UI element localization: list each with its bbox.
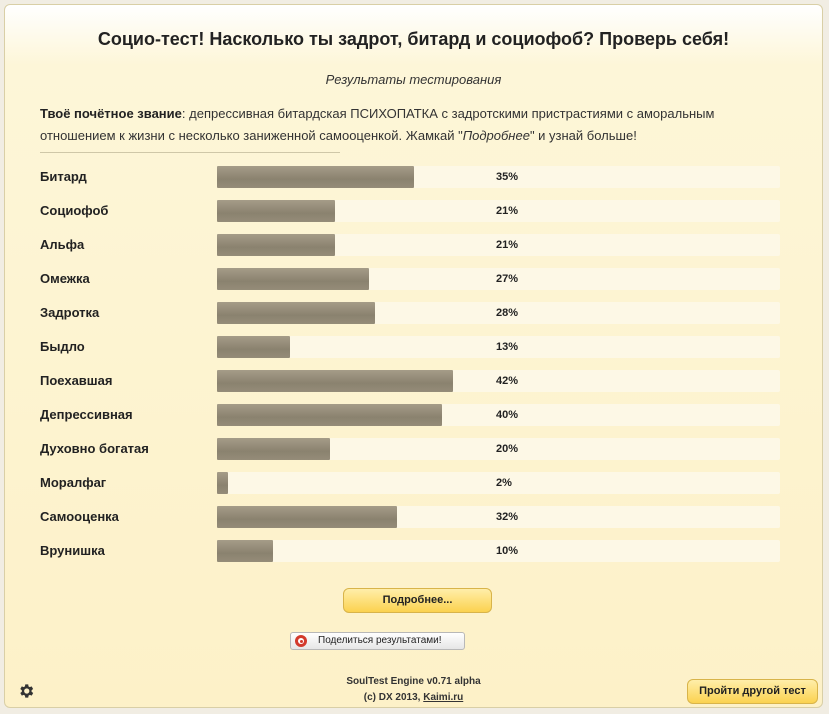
result-bar-fill: [217, 302, 375, 324]
result-row: [40, 540, 785, 562]
share-results-label: Поделиться результатами!: [318, 635, 442, 646]
result-label: Депрессивная: [40, 407, 133, 422]
share-results-button[interactable]: [290, 632, 465, 650]
result-row: [40, 506, 785, 528]
result-bar-fill: [217, 472, 228, 494]
result-label: Битард: [40, 169, 87, 184]
result-bar-fill: [217, 438, 330, 460]
result-label: Духовно богатая: [40, 441, 149, 456]
result-label: Самооценка: [40, 509, 119, 524]
result-bar-fill: [217, 370, 453, 392]
result-percent: 10%: [496, 545, 519, 557]
result-row: [40, 336, 785, 358]
result-row: [40, 438, 785, 460]
result-label: Омежка: [40, 271, 90, 286]
result-percent: 28%: [496, 307, 519, 319]
result-row: [40, 234, 785, 256]
result-percent: 35%: [496, 171, 519, 183]
result-percent: 13%: [496, 341, 519, 353]
result-bar-fill: [217, 268, 369, 290]
result-label: Альфа: [40, 237, 85, 252]
rank-text-before: депрессивная битардская ПСИХОПАТКА с задротскими пристрастиями с аморальным отношением к жизни с несколько заниженной самооценкой. Жамкай ": [40, 106, 715, 143]
result-label: Врунишка: [40, 543, 105, 558]
result-percent: 21%: [496, 239, 519, 251]
result-percent: 2%: [496, 477, 512, 489]
result-percent: 20%: [496, 443, 519, 455]
other-test-button[interactable]: Пройти другой тест: [687, 679, 818, 704]
kaimi-link[interactable]: Kaimi.ru: [423, 692, 464, 703]
result-row: [40, 370, 785, 392]
result-percent: 32%: [496, 511, 519, 523]
result-percent: 40%: [496, 409, 519, 421]
more-button[interactable]: Подробнее...: [343, 588, 492, 613]
result-percent: 42%: [496, 375, 519, 387]
rank-divider: [40, 152, 340, 153]
result-row: [40, 472, 785, 494]
result-label: Моралфаг: [40, 475, 107, 490]
result-row: [40, 166, 785, 188]
result-bar-fill: [217, 200, 335, 222]
result-bar-fill: [217, 506, 397, 528]
result-row: [40, 302, 785, 324]
rank-description: [40, 103, 785, 147]
copyright-text: (c) DX 2013,: [363, 692, 424, 703]
result-bar-fill: [217, 540, 273, 562]
share-icon: [295, 635, 307, 647]
result-row: [40, 200, 785, 222]
results-panel: [4, 4, 823, 708]
result-bar-fill: [217, 404, 442, 426]
page-title: Социо-тест! Насколько ты задрот, битард и социофоб? Проверь себя!: [97, 29, 730, 49]
result-bar-fill: [217, 166, 414, 188]
result-percent: 27%: [496, 273, 519, 285]
rank-highlight: Подробнее: [462, 128, 530, 143]
rank-text-after: " и узнай больше!: [529, 128, 637, 143]
result-bar-fill: [217, 234, 335, 256]
result-row: [40, 404, 785, 426]
result-label: Социофоб: [40, 203, 109, 218]
result-bar-fill: [217, 336, 290, 358]
results-subtitle: Результаты тестирования: [325, 72, 502, 87]
result-row: [40, 268, 785, 290]
engine-version: SoulTest Engine v0.71 alpha: [346, 676, 481, 687]
gear-icon[interactable]: [17, 682, 35, 700]
result-label: Быдло: [40, 339, 85, 354]
result-label: Задротка: [40, 305, 100, 320]
rank-colon: :: [181, 106, 190, 121]
result-percent: 21%: [496, 205, 519, 217]
rank-label: Твоё почётное звание: [40, 106, 182, 121]
result-label: Поехавшая: [40, 373, 113, 388]
